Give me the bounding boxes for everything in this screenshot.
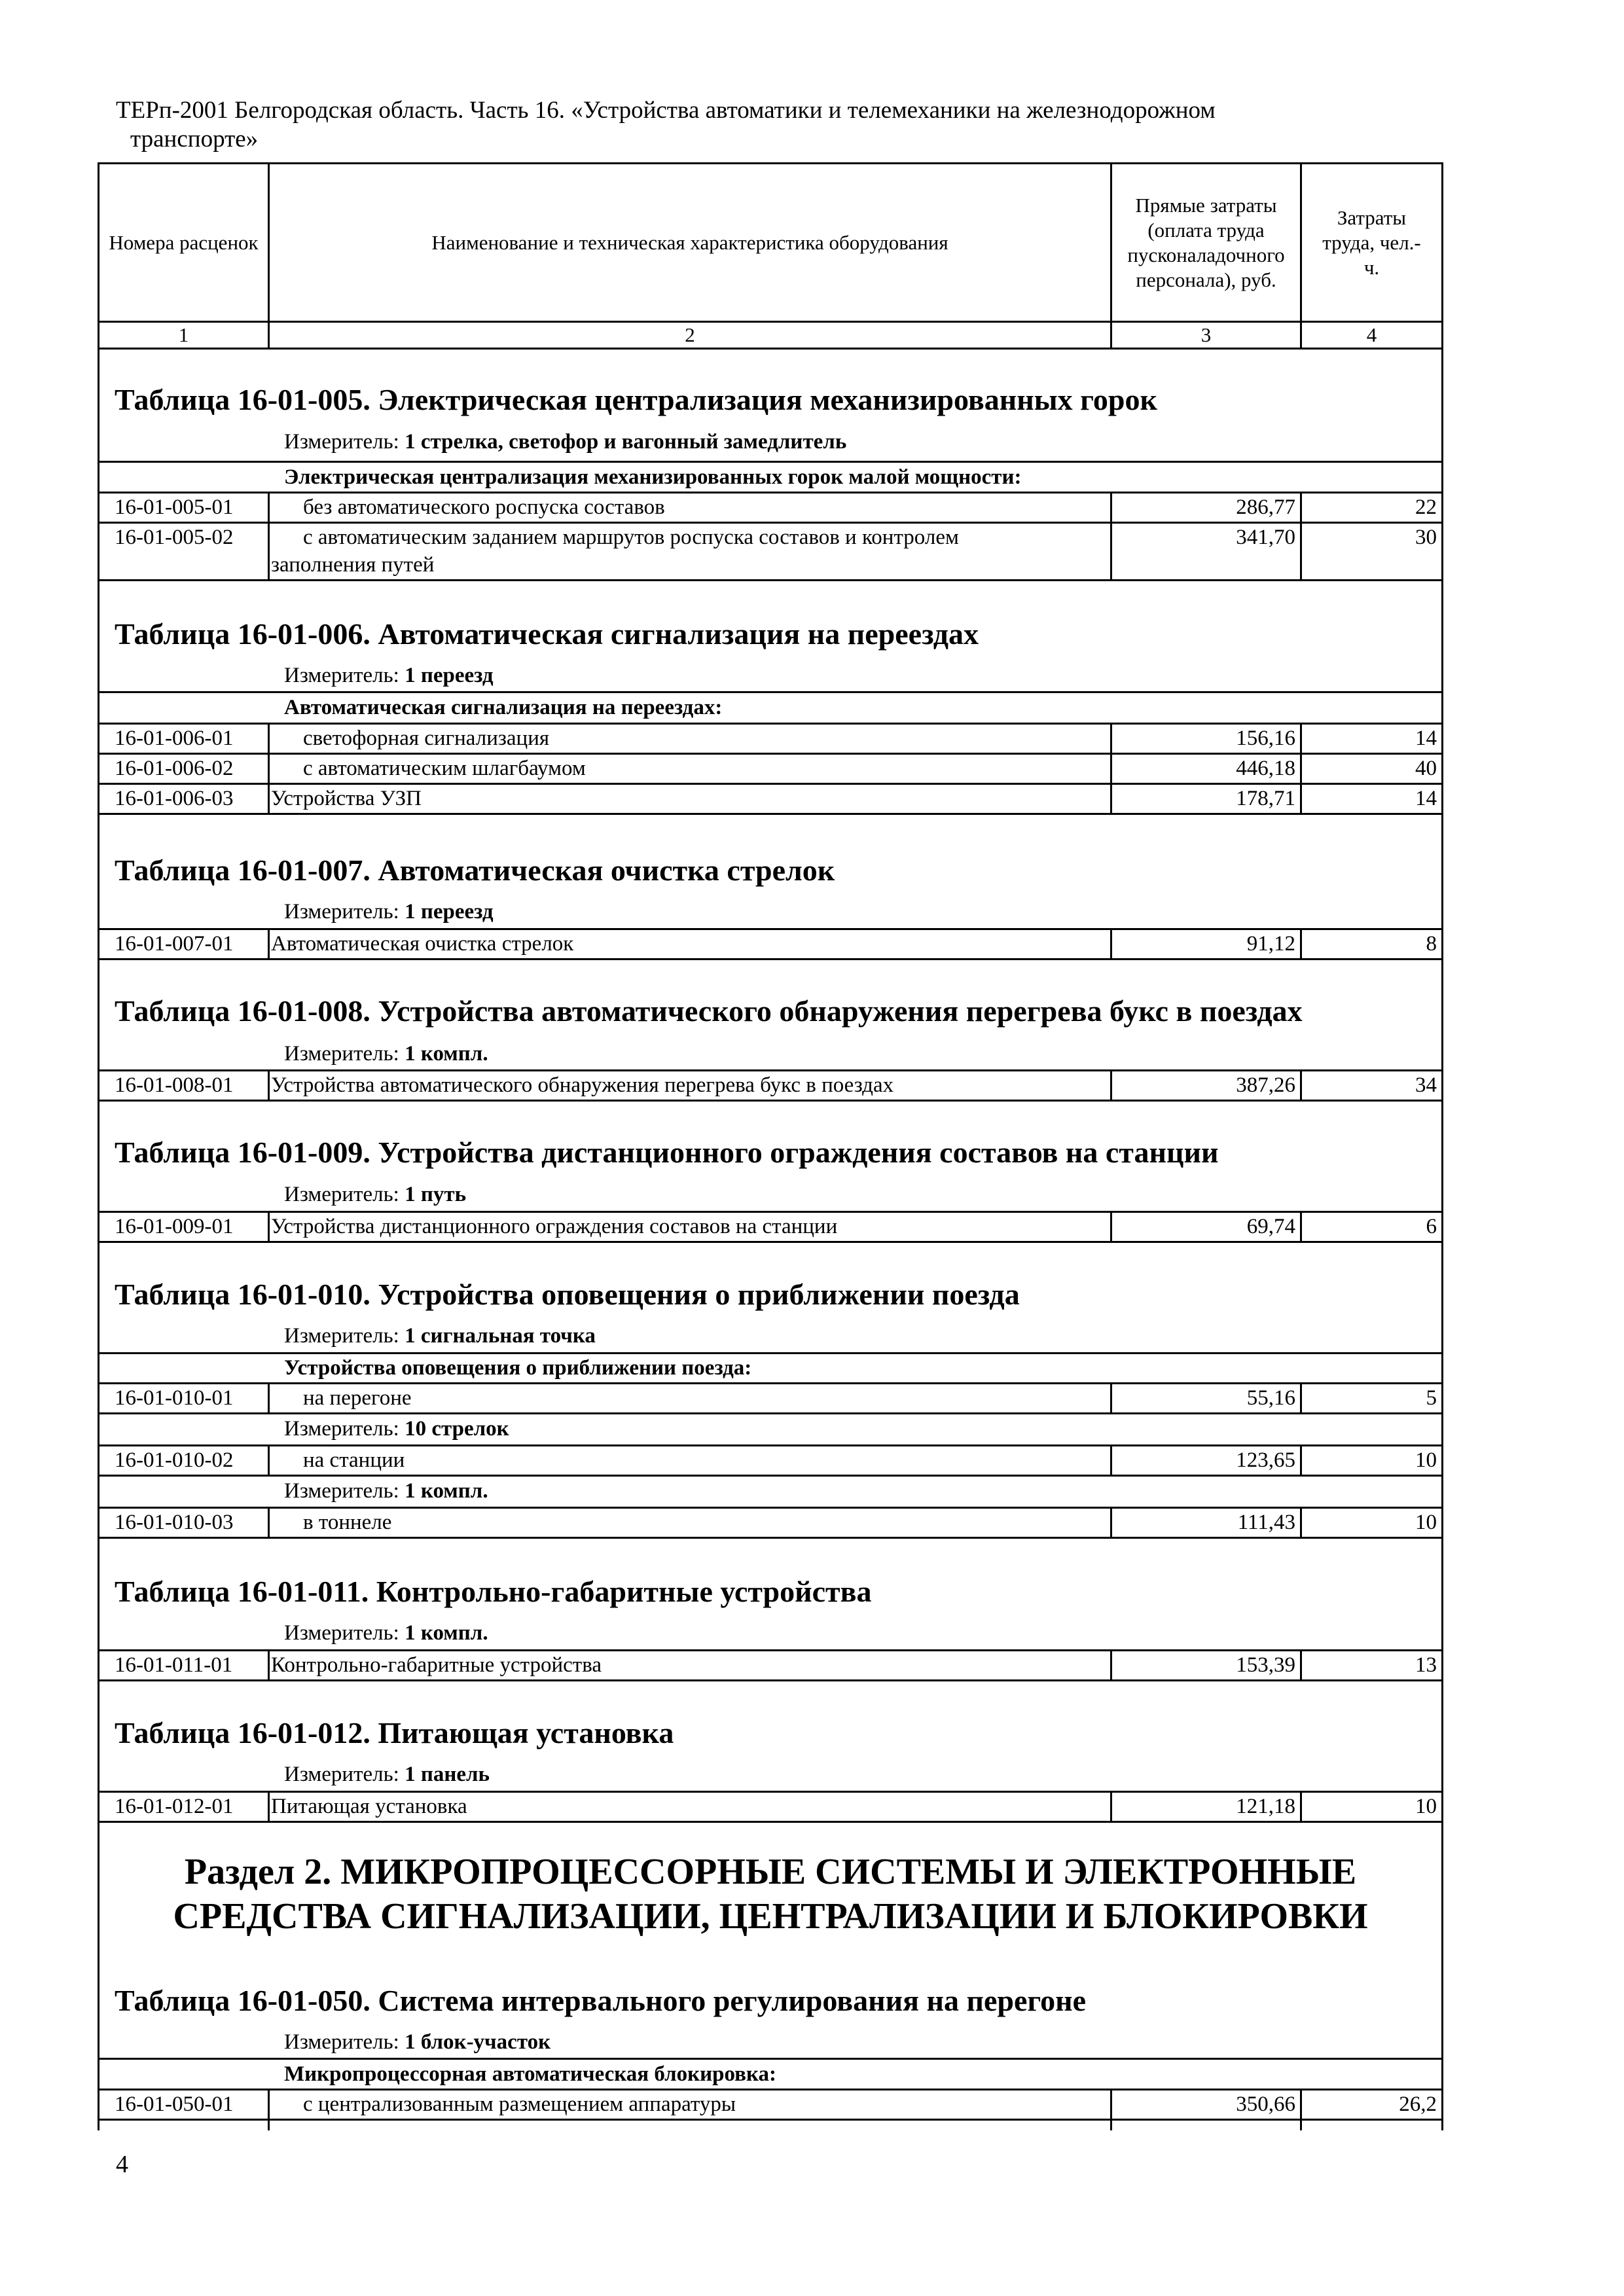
rule [98,783,1443,785]
measure-009: Измеритель: 1 путь [284,1183,467,1206]
rule [98,1412,1443,1414]
rule [268,1211,270,1241]
row-cost: 446,18 [1236,757,1295,780]
rule [98,928,1443,930]
row-code: 16-01-008-01 [115,1073,234,1097]
measure-010-stations: Измеритель: 10 стрелок [284,1417,509,1441]
row-code: 16-01-010-01 [115,1386,234,1410]
col-header-labor: Затраты труда, чел.-ч. [1322,206,1421,279]
row-labor: 26,2 [1399,2092,1437,2116]
rule [98,1444,1443,1446]
rule [268,2089,270,2130]
row-code: 16-01-005-01 [115,495,234,519]
row-labor: 5 [1426,1386,1437,1410]
rule [98,1069,1443,1071]
page-number: 4 [116,2151,128,2178]
group-heading-005: Электрическая централизация механизированных горок малой мощности: [284,465,1022,489]
table-title-006: Таблица 16-01-006. Автоматическая сигнализация на переездах [115,617,979,651]
rule [98,1475,1443,1477]
rule [98,1537,1443,1539]
table-title-010: Таблица 16-01-010. Устройства оповещения о приближении поезда [115,1278,1020,1311]
rule [98,691,1443,693]
row-cost: 91,12 [1246,932,1295,956]
rule [98,2119,1443,2121]
row-code: 16-01-009-01 [115,1215,234,1238]
rule [98,2058,1443,2060]
section-2-heading-line-2: СРЕДСТВА СИГНАЛИЗАЦИИ, ЦЕНТРАЛИЗАЦИИ И БЛОКИРОВКИ [173,1896,1368,1937]
group-heading-006: Автоматическая сигнализация на переездах: [284,696,723,719]
rule [268,1649,270,1679]
measure-010: Измеритель: 1 сигнальная точка [284,1324,596,1348]
col-header-cost: Прямые затраты (оплата труда пусконаладочного персонала), руб. [1127,193,1285,291]
row-cost: 55,16 [1246,1386,1295,1410]
col-number-1: 1 [178,323,189,346]
row-cost: 156,16 [1236,726,1295,750]
group-heading-010: Устройства оповещения о приближении поезда: [284,1356,752,1380]
row-cost: 153,39 [1236,1653,1295,1677]
row-labor: 10 [1415,1511,1437,1534]
rule [268,492,270,579]
row-cost: 123,65 [1236,1448,1295,1472]
col-number-3: 3 [1200,323,1212,346]
rule [268,1069,270,1100]
row-code: 16-01-007-01 [115,932,234,956]
rule [98,723,1443,725]
rule [98,1211,1443,1213]
rule [98,461,1443,463]
row-cost: 69,74 [1246,1215,1295,1238]
running-header [116,96,1458,154]
row-labor: 34 [1415,1073,1437,1097]
rule [98,1382,1443,1384]
row-code: 16-01-011-01 [115,1653,233,1677]
rule [268,1444,270,1475]
measure-008: Измеритель: 1 компл. [284,1042,488,1066]
col-number-2: 2 [685,323,695,346]
row-name: светофорная сигнализация [303,726,550,750]
table-title-011: Таблица 16-01-011. Контрольно-габаритные устройства [115,1575,872,1608]
row-code: 16-01-012-01 [115,1795,234,1818]
row-cost: 286,77 [1236,495,1295,519]
rule [98,1507,1443,1509]
row-name: Контрольно-габаритные устройства [271,1653,602,1677]
row-cost: 387,26 [1236,1073,1295,1097]
row-name: Устройства автоматического обнаружения перегрева букс в поездах [271,1073,894,1097]
row-name: на перегоне [303,1386,412,1410]
table-title-008: Таблица 16-01-008. Устройства автоматического обнаружения перегрева букс в поездах [115,994,1303,1028]
group-heading-050: Микропроцессорная автоматическая блокировка: [284,2062,776,2086]
rule [268,928,270,958]
measure-012: Измеритель: 1 панель [284,1763,490,1786]
col-header-name: Наименование и техническая характеристика оборудования [431,230,948,254]
rule [98,579,1443,581]
rule [98,1791,1443,1793]
col-header-codes: Номера расценок [109,230,259,254]
row-code: 16-01-006-03 [115,787,234,810]
rule [98,492,1443,493]
row-name: на станции [303,1448,405,1472]
table-title-005: Таблица 16-01-005. Электрическая централизация механизированных горок [115,383,1157,416]
rule [98,813,1443,815]
row-name: без автоматического роспуска составов [303,495,665,519]
rule [98,753,1443,755]
row-cost: 178,71 [1236,787,1295,810]
row-name: с централизованным размещением аппаратуры [303,2092,736,2116]
row-labor: 14 [1415,787,1437,810]
row-labor: 14 [1415,726,1437,750]
row-labor: 6 [1426,1215,1437,1238]
row-name-continued: заполнения путей [271,553,435,577]
measure-050: Измеритель: 1 блок-участок [284,2030,551,2054]
row-labor: 10 [1415,1448,1437,1472]
table-title-009: Таблица 16-01-009. Устройства дистанционного ограждения составов на станции [115,1136,1219,1169]
measure-010-tunnel: Измеритель: 1 компл. [284,1479,488,1503]
row-labor: 8 [1426,932,1437,956]
table-title-050: Таблица 16-01-050. Система интервального регулирования на перегоне [115,1984,1087,2017]
row-labor: 22 [1415,495,1437,519]
row-name: Устройства дистанционного ограждения составов на станции [271,1215,838,1238]
col-number-4: 4 [1366,323,1377,346]
measure-011: Измеритель: 1 компл. [284,1621,488,1645]
rule [98,1352,1443,1354]
row-code: 16-01-010-03 [115,1511,234,1534]
rule [268,1382,270,1412]
row-name: с автоматическим заданием маршрутов роспуска составов и контролем [303,526,959,549]
measure-005: Измеритель: 1 стрелка, светофор и вагонный замедлитель [284,430,847,454]
row-name: в тоннеле [303,1511,392,1534]
rule [98,348,1443,350]
row-name: с автоматическим шлагбаумом [303,757,586,780]
row-cost: 111,43 [1237,1511,1295,1534]
header-line-1: ТЕРп-2001 Белгородская область. Часть 16. «Устройства автоматики и телемеханики на железнодорожном [116,97,1216,124]
row-code: 16-01-005-02 [115,526,234,549]
row-code: 16-01-010-02 [115,1448,234,1472]
row-name: Питающая установка [271,1795,467,1818]
rule [98,1821,1443,1823]
rule [268,723,270,813]
row-cost: 121,18 [1236,1795,1295,1818]
row-code: 16-01-006-01 [115,726,234,750]
table-title-012: Таблица 16-01-012. Питающая установка [115,1716,674,1749]
rule [268,1507,270,1537]
rule [98,1100,1443,1102]
measure-006: Измеритель: 1 переезд [284,664,494,687]
section-2-heading-line-1: Раздел 2. МИКРОПРОЦЕССОРНЫЕ СИСТЕМЫ И ЭЛЕКТРОННЫЕ [184,1852,1357,1892]
rule [268,1791,270,1821]
table-title-007: Таблица 16-01-007. Автоматическая очистка стрелок [115,853,835,887]
row-code: 16-01-050-01 [115,2092,234,2116]
rule [98,522,1443,524]
row-name: Устройства УЗП [271,787,422,810]
rule [98,1241,1443,1243]
row-cost: 341,70 [1236,526,1295,549]
measure-007: Измеритель: 1 переезд [284,900,494,924]
row-code: 16-01-006-02 [115,757,234,780]
row-labor: 40 [1415,757,1437,780]
header-line-2: транспорте» [130,126,259,152]
row-name: Автоматическая очистка стрелок [271,932,574,956]
rule [98,958,1443,960]
rule [98,1649,1443,1651]
rule [98,2089,1443,2090]
row-labor: 13 [1415,1653,1437,1677]
row-labor: 10 [1415,1795,1437,1818]
rule [98,1679,1443,1681]
row-cost: 350,66 [1236,2092,1295,2116]
row-labor: 30 [1415,526,1437,549]
